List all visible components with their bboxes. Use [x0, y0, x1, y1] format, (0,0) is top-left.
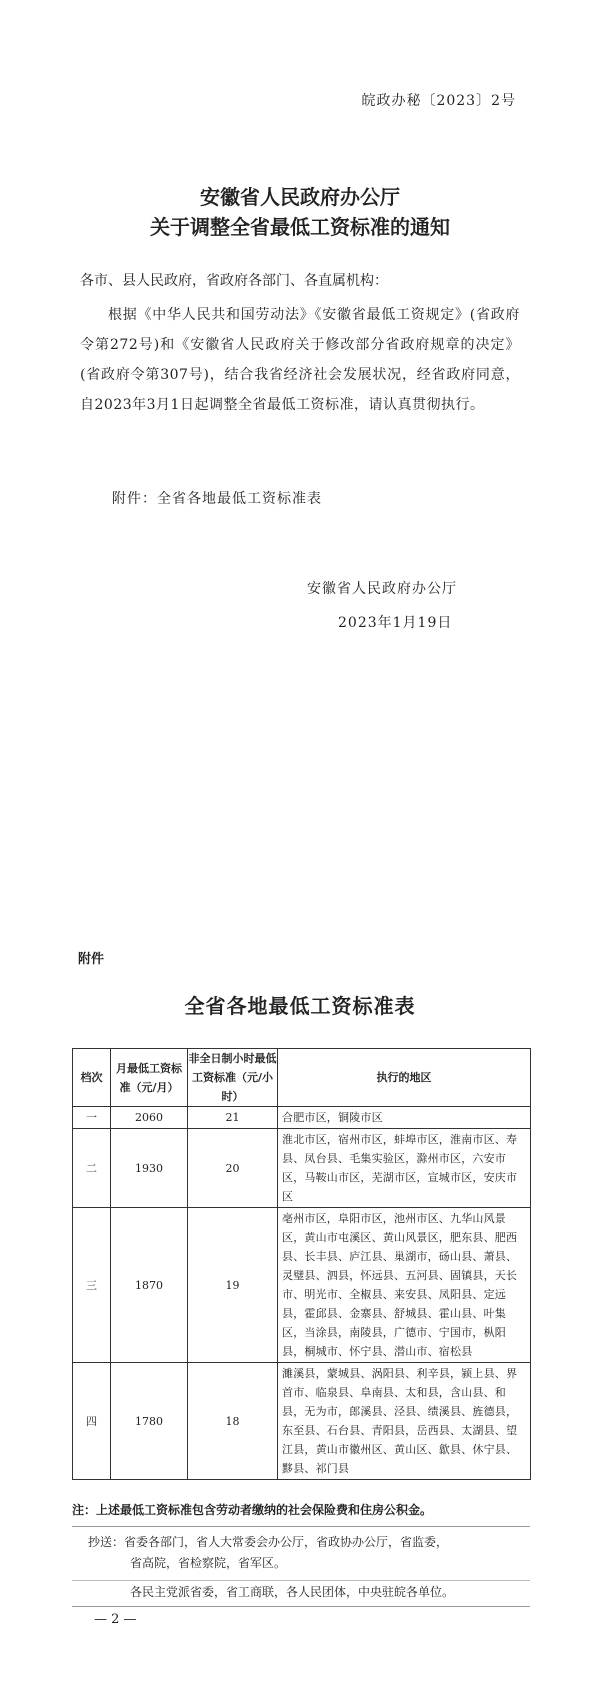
- cc-list-continued: 省高院，省检察院，省军区。: [130, 1556, 287, 1570]
- addressee: 各市、县人民政府，省政府各部门、各直属机构：: [80, 273, 388, 289]
- tier-cell: 二: [73, 1129, 111, 1208]
- notice-title-line-1: 安徽省人民政府办公厅: [200, 185, 400, 209]
- table-header-row: [73, 1049, 531, 1107]
- cc-top-divider: [72, 1526, 530, 1527]
- areas-cell: 淮北市区，宿州市区，蚌埠市区，淮南市区、寿县、凤台县、毛集实验区，滁州市区，六安市区，马鞍山市区，芜湖市区，宣城市区，安庆市区: [278, 1129, 531, 1208]
- table-row: [73, 1208, 531, 1363]
- areas-cell: 濉溪县，蒙城县、涡阳县、利辛县，颍上县、界首市、临泉县、阜南县、太和县，含山县、和县，无为市，郎溪县、泾县、绩溪县、旌德县，东至县、石台县、青阳县，岳西县、太湖县、望江县，黄山市徽州区、黄山区、歙县、休宁县、黟县、祁门县: [278, 1363, 531, 1480]
- areas-cell: 合肥市区，铜陵市区: [278, 1107, 531, 1129]
- hourly-wage-cell: 20: [188, 1129, 278, 1208]
- areas-cell: 亳州市区，阜阳市区，池州市区、九华山风景区，黄山市屯溪区、黄山风景区，肥东县、肥西县、长丰县、庐江县、巢湖市，砀山县、萧县、灵璧县、泗县，怀远县、五河县、固镇县，天长市、明光市、全椒县、来安县、凤阳县、定远县，霍邱县、金寨县、舒城县、霍山县、叶集区，当涂县，南陵县，广德市、宁国市，枞阳县，桐城市、怀宁县、潜山市、宿松县: [278, 1208, 531, 1363]
- page-number: — 2 —: [94, 1612, 137, 1627]
- cc-bottom-divider: [72, 1606, 530, 1607]
- minimum-wage-table: [72, 1048, 531, 1480]
- header-tier: 档次: [73, 1049, 111, 1107]
- issue-date: 2023年1月19日: [338, 615, 453, 631]
- header-monthly-wage: 月最低工资标准（元/月）: [111, 1049, 188, 1107]
- hourly-wage-cell: 21: [188, 1107, 278, 1129]
- header-hourly-wage: 非全日制小时最低工资标准（元/小时）: [188, 1049, 278, 1107]
- table-row: [73, 1129, 531, 1208]
- cc-middle-divider: [72, 1580, 530, 1581]
- appendix-label: 附件: [78, 952, 105, 967]
- distribution-list: 各民主党派省委，省工商联，各人民团体，中央驻皖各单位。: [130, 1585, 455, 1599]
- notice-title-line-2: 关于调整全省最低工资标准的通知: [150, 215, 450, 239]
- table-row: [73, 1363, 531, 1480]
- document-number: 皖政办秘〔2023〕2号: [361, 93, 516, 109]
- hourly-wage-cell: 18: [188, 1363, 278, 1480]
- monthly-wage-cell: 1780: [111, 1363, 188, 1480]
- hourly-wage-cell: 19: [188, 1208, 278, 1363]
- monthly-wage-cell: 1870: [111, 1208, 188, 1363]
- issuing-authority: 安徽省人民政府办公厅: [307, 581, 457, 597]
- cc-list: 抄送：省委各部门，省人大常委会办公厅，省政协办公厅，省监委，: [88, 1535, 449, 1549]
- monthly-wage-cell: 2060: [111, 1107, 188, 1129]
- header-areas: 执行的地区: [278, 1049, 531, 1107]
- tier-cell: 四: [73, 1363, 111, 1480]
- attachment-reference: 附件：全省各地最低工资标准表: [112, 491, 322, 507]
- notice-body: 根据《中华人民共和国劳动法》《安徽省最低工资规定》(省政府令第272号)和《安徽省人民政府关于修改部分省政府规章的决定》(省政府令第307号)，结合我省经济社会发展状况，经省政府同意，自2023年3月1日起调整全省最低工资标准，请认真贯彻执行。: [80, 307, 520, 413]
- tier-cell: 三: [73, 1208, 111, 1363]
- tier-cell: 一: [73, 1107, 111, 1129]
- monthly-wage-cell: 1930: [111, 1129, 188, 1208]
- table-note: 注：上述最低工资标准包含劳动者缴纳的社会保险费和住房公积金。: [72, 1503, 433, 1517]
- table-title: 全省各地最低工资标准表: [184, 994, 416, 1018]
- table-row: [73, 1107, 531, 1129]
